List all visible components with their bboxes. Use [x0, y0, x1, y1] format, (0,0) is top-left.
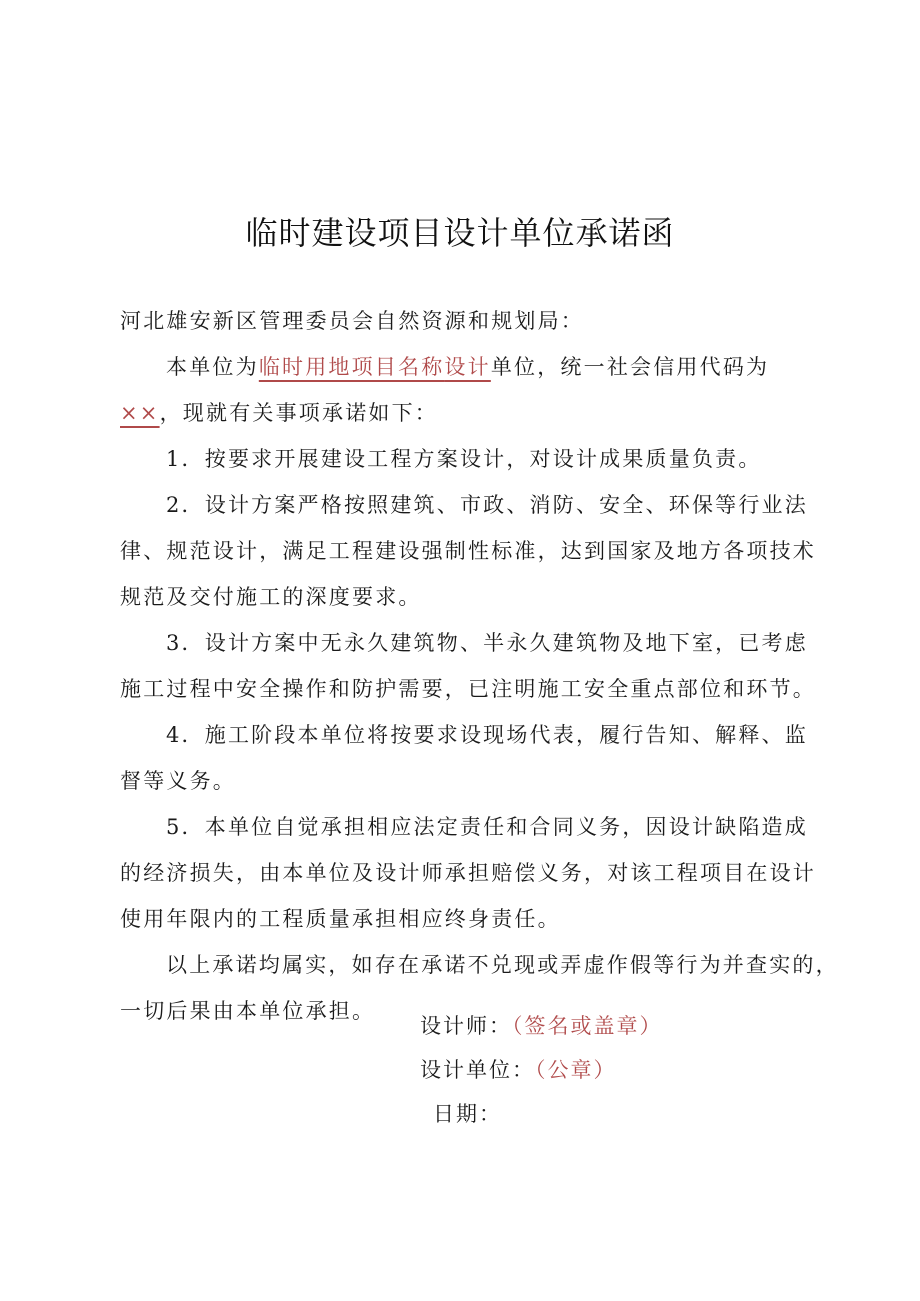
item-2-line-2: 律、规范设计，满足工程建设强制性标准，达到国家及地方各项技术: [120, 539, 816, 563]
closing-text-1: 以上承诺均属实，如存在承诺不兑现或弄虚作假等行为并查实的，: [166, 953, 839, 977]
item-5-line-3: 使用年限内的工程质量承担相应终身责任。: [120, 907, 561, 931]
design-unit-label: 设计单位：: [420, 1058, 535, 1082]
item-3-text-1: 3．设计方案中无永久建筑物、半永久建筑物及地下室，已考虑: [166, 631, 808, 655]
document-title: 临时建设项目设计单位承诺函: [245, 214, 675, 252]
item-3-line-1: [120, 620, 810, 666]
designer-signature-line: [420, 1010, 840, 1040]
closing-line-1: [120, 942, 839, 988]
intro-line-2: [120, 390, 810, 436]
design-word: 设计: [444, 355, 491, 379]
date-line: [433, 1098, 853, 1128]
project-name-text: 临时用地项目名称: [258, 355, 445, 379]
unit-seal-line: [420, 1054, 840, 1084]
item-4-text-1: 4．施工阶段本单位将按要求设现场代表，履行告知、解释、监: [166, 723, 808, 747]
document-body: [120, 298, 839, 1034]
item-2-line-1: [120, 482, 810, 528]
item-4-line-2: 督等义务。: [120, 769, 236, 793]
credit-code-placeholder: ××: [120, 401, 160, 425]
project-name-placeholder: [259, 355, 491, 379]
item-3-line-2: 施工过程中安全操作和防护需要，已注明施工安全重点部位和环节。: [120, 677, 816, 701]
unit-seal-field[interactable]: （公章）: [535, 1058, 617, 1082]
addressee: 河北雄安新区管理委员会自然资源和规划局：: [120, 309, 584, 333]
item-5-text-1: 5．本单位自觉承担相应法定责任和合同义务，因设计缺陷造成: [166, 815, 808, 839]
item-2-line-3: 规范及交付施工的深度要求。: [120, 585, 422, 609]
item-4-line-1: [120, 712, 810, 758]
item-5-line-1: [120, 804, 810, 850]
designer-signature-field[interactable]: （签名或盖章）: [512, 1014, 663, 1038]
item-5-line-2: 的经济损失，由本单位及设计师承担赔偿义务，对该工程项目在设计: [120, 861, 816, 885]
designer-label: 设计师：: [420, 1014, 512, 1038]
item-1-text: 1．按要求开展建设工程方案设计，对设计成果质量负责。: [166, 447, 762, 471]
intro-prefix: 本单位为: [166, 355, 259, 379]
item-1-line-1: [120, 436, 810, 482]
date-label: 日期：: [433, 1102, 502, 1126]
item-2-text-1: 2．设计方案严格按照建筑、市政、消防、安全、环保等行业法: [166, 493, 808, 517]
intro-after-design: 单位，统一社会信用代码为: [490, 355, 770, 379]
intro-line-1: [120, 344, 810, 390]
intro-suffix: ，现就有关事项承诺如下：: [159, 401, 438, 425]
closing-line-2: 一切后果由本单位承担。: [120, 999, 376, 1023]
